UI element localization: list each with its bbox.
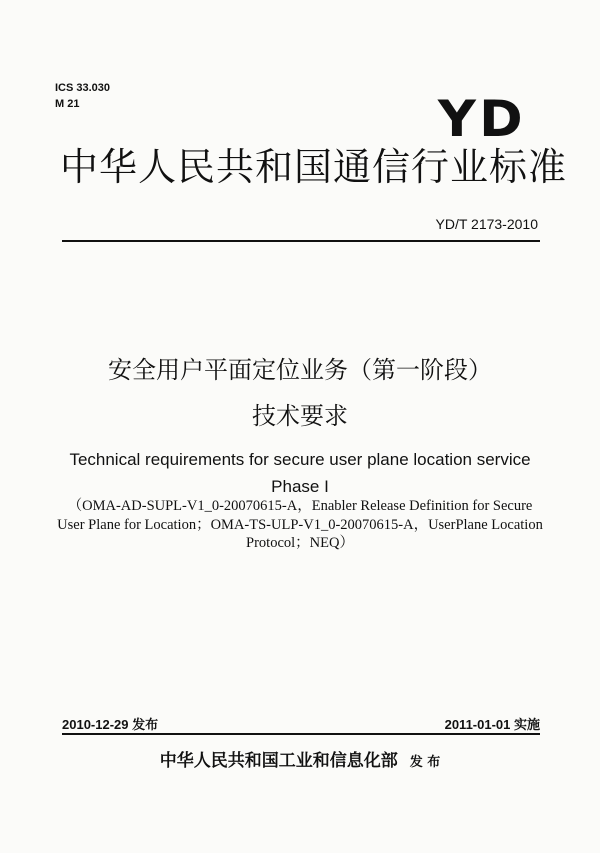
issuer-name: 中华人民共和国工业和信息化部 [159,751,398,771]
ics-code: ICS 33.030 [55,82,111,94]
standard-type-heading: 中华人民共和国通信行业标准 [60,145,568,189]
chinese-title-line1: 安全用户平面定位业务（第一阶段） [108,356,492,384]
reference-line: Protocol；NEQ） [246,535,354,551]
english-title-line1: Technical requirements for secure user plane location service [69,450,531,469]
issue-date: 2010-12-29 发布 [62,717,159,732]
reference-line: （OMA-AD-SUPL-V1_0-20070615-A，Enabler Release Definition for Secure [67,498,533,514]
top-divider [62,240,540,242]
english-title-line2: Phase I [271,477,329,496]
implement-date: 2011-01-01 实施 [444,717,540,732]
chinese-title-line2: 技术要求 [252,402,348,430]
standard-code: YD/T 2173-2010 [435,216,538,232]
yd-logo: YD [437,90,526,148]
issuer-suffix: 发 布 [409,755,441,770]
reference-standards [40,497,560,553]
bottom-divider [62,733,540,735]
ccs-code: M 21 [55,98,80,110]
reference-line: User Plane for Location；OMA-TS-ULP-V1_0-20070615-A，UserPlane Location [57,516,543,533]
issuer-line [0,746,600,771]
classification-codes [55,80,110,112]
